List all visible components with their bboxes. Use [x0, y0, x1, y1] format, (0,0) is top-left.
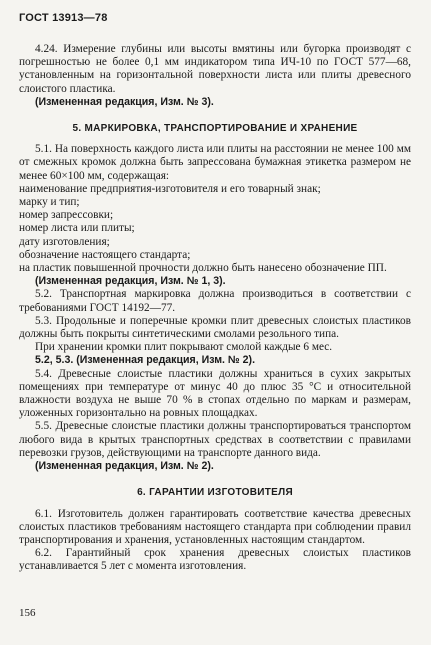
amendment-note: (Измененная редакция, Изм. № 1, 3). — [35, 275, 226, 288]
paragraph-5-5: 5.5. Древесные слоистые пластики должны транспортироваться транспортом любого вида в крытых транспортных средствах в соответствии с правилами перевозки грузов, действующими на транспорте данного вида. — [19, 420, 411, 459]
label-item-tail: на пластик повышенной прочности должно быть нанесено обозначение ПП. — [19, 262, 387, 275]
paragraph-6-2: 6.2. Гарантийный срок хранения древесных слоистых пластиков устанавливается 5 лет с момента изготовления. — [19, 547, 411, 573]
label-item: дату изготовления; — [19, 235, 110, 248]
document-body — [19, 43, 411, 574]
paragraph-4-24: 4.24. Измерение глубины или высоты вмятины или бугорка производят с погрешностью не более 0,1 мм индикатором типа ИЧ-10 по ГОСТ 577—68, установленным на горизонтальной поверхности листа или плиты древесного слоистого пластика. — [19, 43, 411, 95]
label-item: наименование предприятия-изготовителя и его товарный знак; — [19, 182, 321, 195]
paragraph-5-2: 5.2. Транспортная маркировка должна производиться в соответствии с требованиями ГОСТ 14192—77. — [19, 288, 411, 314]
label-item: марку и тип; — [19, 196, 80, 209]
amendment-note: (Измененная редакция, Изм. № 3). — [35, 95, 214, 108]
section-6-title: 6. ГАРАНТИИ ИЗГОТОВИТЕЛЯ — [137, 487, 293, 499]
paragraph-5-4: 5.4. Древесные слоистые пластики должны храниться в сухих закрытых помещениях при температуре от минус 40 до плюс 35 °С и относительной влажности воздуха не выше 70 % в стопах отдельно по маркам и размерам, уложенных горизонтально на ровных площадках. — [19, 367, 411, 420]
amendment-note: (Измененная редакция, Изм. № 2). — [35, 460, 214, 473]
paragraph-6-1: 6.1. Изготовитель должен гарантировать соответствие качества древесных слоистых пластиков требованиям настоящего стандарта при соблюдении правил транспортирования и хранения, установленных настоящим стандартом. — [19, 507, 411, 546]
standard-code-header: ГОСТ 13913—78 — [19, 12, 108, 24]
label-item: номер листа или плиты; — [19, 222, 135, 235]
label-item: номер запрессовки; — [19, 209, 114, 222]
amendment-note: 5.2, 5.3. (Измененная редакция, Изм. № 2). — [35, 354, 256, 367]
section-5-title: 5. МАРКИРОВКА, ТРАНСПОРТИРОВАНИЕ И ХРАНЕНИЕ — [72, 123, 358, 135]
paragraph-5-3: 5.3. Продольные и поперечные кромки плит древесных слоистых пластиков должны быть покрыты синтетическими смолами резольного типа. — [19, 314, 411, 341]
paragraph-5-1: 5.1. На поверхность каждого листа или плиты на расстоянии не менее 100 мм от смежных кромок должна быть запрессована бумажная этикетка размером не менее 60×100 мм, содержащая: — [19, 143, 411, 182]
paragraph-5-3-note: При хранении кромки плит покрывают смолой каждые 6 мес. — [35, 341, 333, 354]
page-number: 156 — [19, 607, 36, 619]
label-item: обозначение настоящего стандарта; — [19, 248, 191, 261]
